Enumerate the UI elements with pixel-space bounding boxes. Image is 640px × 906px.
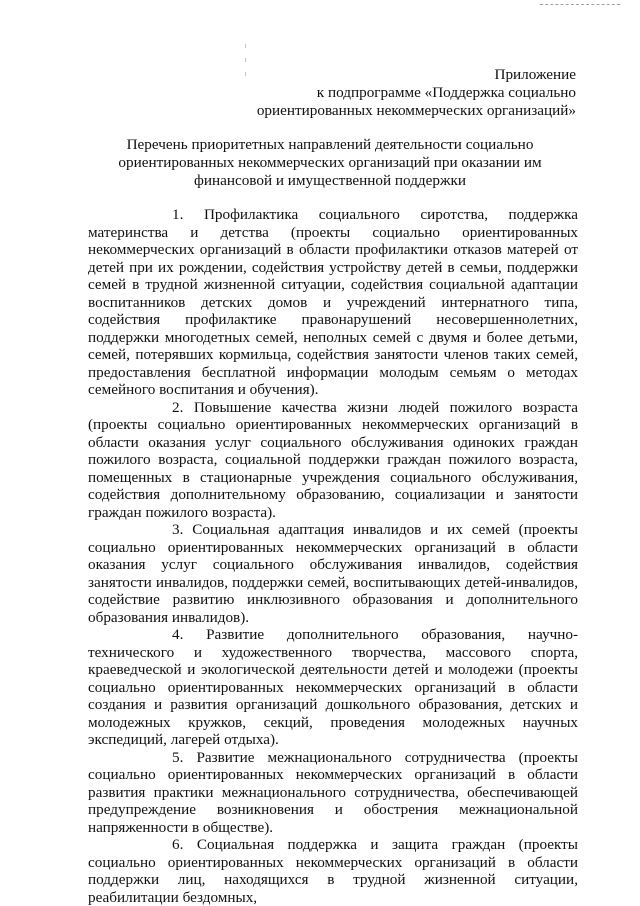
appendix-header xyxy=(257,66,576,120)
item-text: Социальная адаптация инвалидов и их семей (проекты социально ориентированных некоммерческих организаций в области оказания услуг социального обслуживания инвалидов, содействия занятости инвалидов, поддержки семей, воспитывающих детей-инвалидов, содействие развитию инклюзивного образования и дополнительного образования инвалидов). xyxy=(88,521,578,626)
item-text: Социальная поддержка и защита граждан (проекты социально ориентированных некоммерческих организаций в области поддержки лиц, находящихся в трудной жизненной ситуации, реабилитации бездомных, xyxy=(88,836,578,906)
list-item xyxy=(88,399,578,522)
item-number: 4. xyxy=(172,626,184,643)
item-number: 3. xyxy=(172,521,184,538)
title-line: Перечень приоритетных направлений деятельности социально xyxy=(126,136,534,153)
item-text: Развитие межнационального сотрудничества (проекты социально ориентированных некоммерческих организаций в области развития практики межнационального сотрудничества, обеспечивающей предупреждение возникновения и обострения межнациональной напряженности в обществе). xyxy=(88,748,578,836)
list-item xyxy=(88,626,578,749)
list-item xyxy=(88,836,578,906)
title-line: ориентированных некоммерческих организаций при оказании им xyxy=(118,154,542,171)
item-number: 2. xyxy=(172,398,184,416)
item-text: Развитие дополнительного образования, научно-технического и художественного творчества, массового спорта, краеведческой и экологической деятельности детей и молодежи (проекты социально ориентированных некоммерческих организаций в области создания и развития организаций дошкольного образования, детских и молодежных кружков, секций, проведения молодежных научных экспедиций, лагерей отдыха). xyxy=(88,626,578,748)
list-item xyxy=(88,521,578,626)
scan-artifact xyxy=(245,72,246,76)
list-item xyxy=(88,749,578,837)
appendix-label: Приложение xyxy=(494,66,576,83)
appendix-reference-cont: ориентированных некоммерческих организаций» xyxy=(256,102,576,119)
document-title xyxy=(100,136,560,190)
scan-artifact xyxy=(245,58,246,62)
item-number: 5. xyxy=(172,748,184,766)
item-number: 1. xyxy=(172,206,184,223)
title-line: финансовой и имущественной поддержки xyxy=(193,172,466,189)
item-text: Повышение качества жизни людей пожилого возраста (проекты социально ориентированных некоммерческих организаций в области оказания услуг социального обслуживания одиноких граждан пожилого возраста, социальной поддержки граждан пожилого возраста, помещенных в стационарные учреждения социального обслуживания, содействия дополнительному образованию, социализации и занятости граждан пожилого возраста). xyxy=(88,398,578,521)
priority-list xyxy=(88,206,578,906)
item-text: Профилактика социального сиротства, поддержка материнства и детства (проекты социально ориентированных некоммерческих организаций в области профилактики отказов матерей от детей при их рождении, содействия устройству детей в семьи, поддержки семей в трудной жизненной ситуации, содействия социальной адаптации воспитанников детских домов и учреждений интернатного типа, содействия профилактике правонарушений несовершеннолетних, поддержки многодетных семей, неполных семей с двумя и более детьми, семей, потерявших кормильца, содействия занятости членов таких семей, предоставления бесплатной информации молодым семьям о методах семейного воспитания и обучения). xyxy=(88,206,578,398)
scan-artifact xyxy=(540,4,620,8)
list-item xyxy=(88,206,578,399)
appendix-reference: к подпрограмме «Поддержка социально xyxy=(316,84,576,101)
item-number: 6. xyxy=(172,836,184,853)
scan-artifact xyxy=(245,44,246,48)
